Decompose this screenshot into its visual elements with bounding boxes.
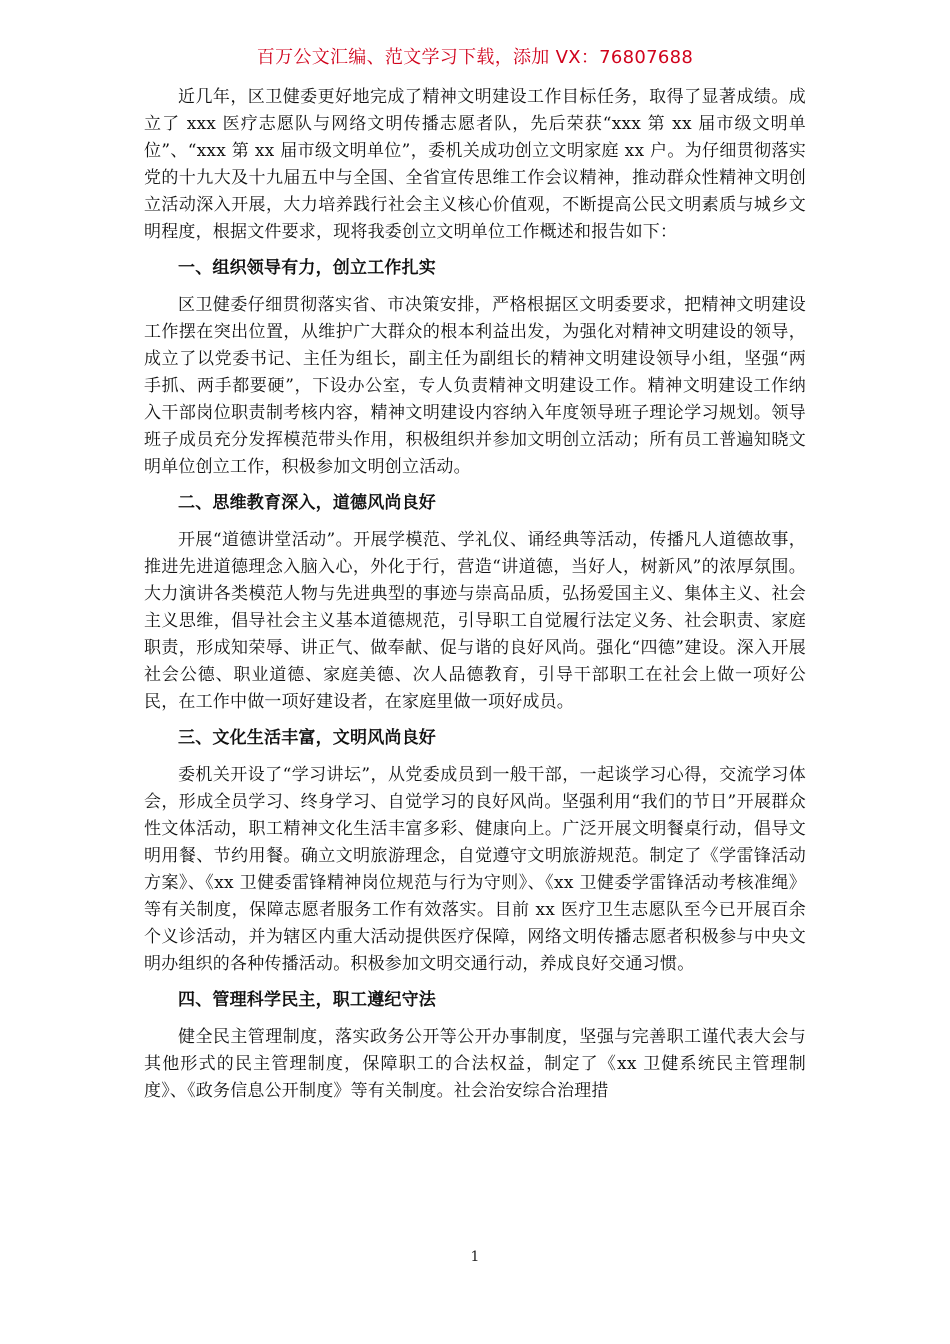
section-2-paragraph: 开展“道德讲堂活动”。开展学模范、学礼仪、诵经典等活动，传播凡人道德故事，推进先进道德理念入脑入心，外化于行，营造“讲道德，当好人，树新风”的浓厚氛围。大力演讲各类模范人物与先进典型的事迹与崇高品质，弘扬爱国主义、集体主义、社会主义思维，倡导社会主义基本道德规范，引导职工自觉履行法定义务、社会职责、家庭职责，形成知荣辱、讲正气、做奉献、促与谐的良好风尚。强化“四德”建设。深入开展社会公德、职业道德、家庭美德、次人品德教育，引导干部职工在社会上做一项好公民，在工作中做一项好建设者，在家庭里做一项好成员。 [144,530,806,712]
section-1-paragraph: 区卫健委仔细贯彻落实省、市决策安排，严格根据区文明委要求，把精神文明建设工作摆在突出位置，从维护广大群众的根本利益出发，为强化对精神文明建设的领导，成立了以党委书记、主任为组长，副主任为副组长的精神文明建设领导小组，坚强“两手抓、两手都要硬”，下设办公室，专人负责精神文明建设工作。精神文明建设工作纳入干部岗位职责制考核内容，精神文明建设内容纳入年度领导班子理论学习规划。领导班子成员充分发挥模范带头作用，积极组织并参加文明创立活动；所有员工普遍知晓文明单位创立工作，积极参加文明创立活动。 [144,295,806,477]
section-1-heading: 一、组织领导有力，创立工作扎实 [178,258,436,278]
section-3-heading: 三、文化生活丰富，文明风尚良好 [178,728,436,748]
section-3-paragraph: 委机关开设了“学习讲坛”，从党委成员到一般干部，一起谈学习心得，交流学习体会，形成全员学习、终身学习、自觉学习的良好风尚。坚强利用“我们的节日”开展群众性文体活动，职工精神文化生活丰富多彩、健康向上。广泛开展文明餐桌行动，倡导文明用餐、节约用餐。确立文明旅游理念，自觉遵守文明旅游规范。制定了《学雷锋活动方案》、《xx 卫健委雷锋精神岗位规范与行为守则》、《xx 卫健委学雷锋活动考核准绳》等有关制度，保障志愿者服务工作有效落实。目前 xx 医疗卫生志愿队至今已开展百余个义诊活动，并为辖区内重大活动提供医疗保障，网络文明传播志愿者积极参与中央文明办组织的各种传播活动。积极参加文明交通行动，养成良好交通习惯。 [144,765,806,974]
section-4-heading: 四、管理科学民主，职工遵纪守法 [178,990,436,1010]
document-body [144,84,806,1105]
section-4-paragraph: 健全民主管理制度，落实政务公开等公开办事制度，坚强与完善职工谨代表大会与其他形式的民主管理制度，保障职工的合法权益，制定了《xx 卫健系统民主管理制度》、《政务信息公开制度》等有关制度。社会治安综合治理措 [144,1027,806,1101]
section-2-heading: 二、思维教育深入，道德风尚良好 [178,493,436,513]
intro-paragraph: 近几年，区卫健委更好地完成了精神文明建设工作目标任务，取得了显著成绩。成立了 xxx 医疗志愿队与网络文明传播志愿者队，先后荣获“xxx 第 xx 届市级文明单位”、“xxx 第 xx 届市级文明单位”，委机关成功创立文明家庭 xx 户。为仔细贯彻落实党的十九大及十九届五中与全国、全省宣传思维工作会议精神，推动群众性精神文明创立活动深入开展，大力培养践行社会主义核心价值观，不断提高公民文明素质与城乡文明程度，根据文件要求，现将我委创立文明单位工作概述和报告如下： [144,87,806,242]
page-number: 1 [470,1249,480,1265]
banner-text: 百万公文汇编、范文学习下载，添加 VX：76807688 [256,47,694,68]
header-banner [0,46,950,70]
